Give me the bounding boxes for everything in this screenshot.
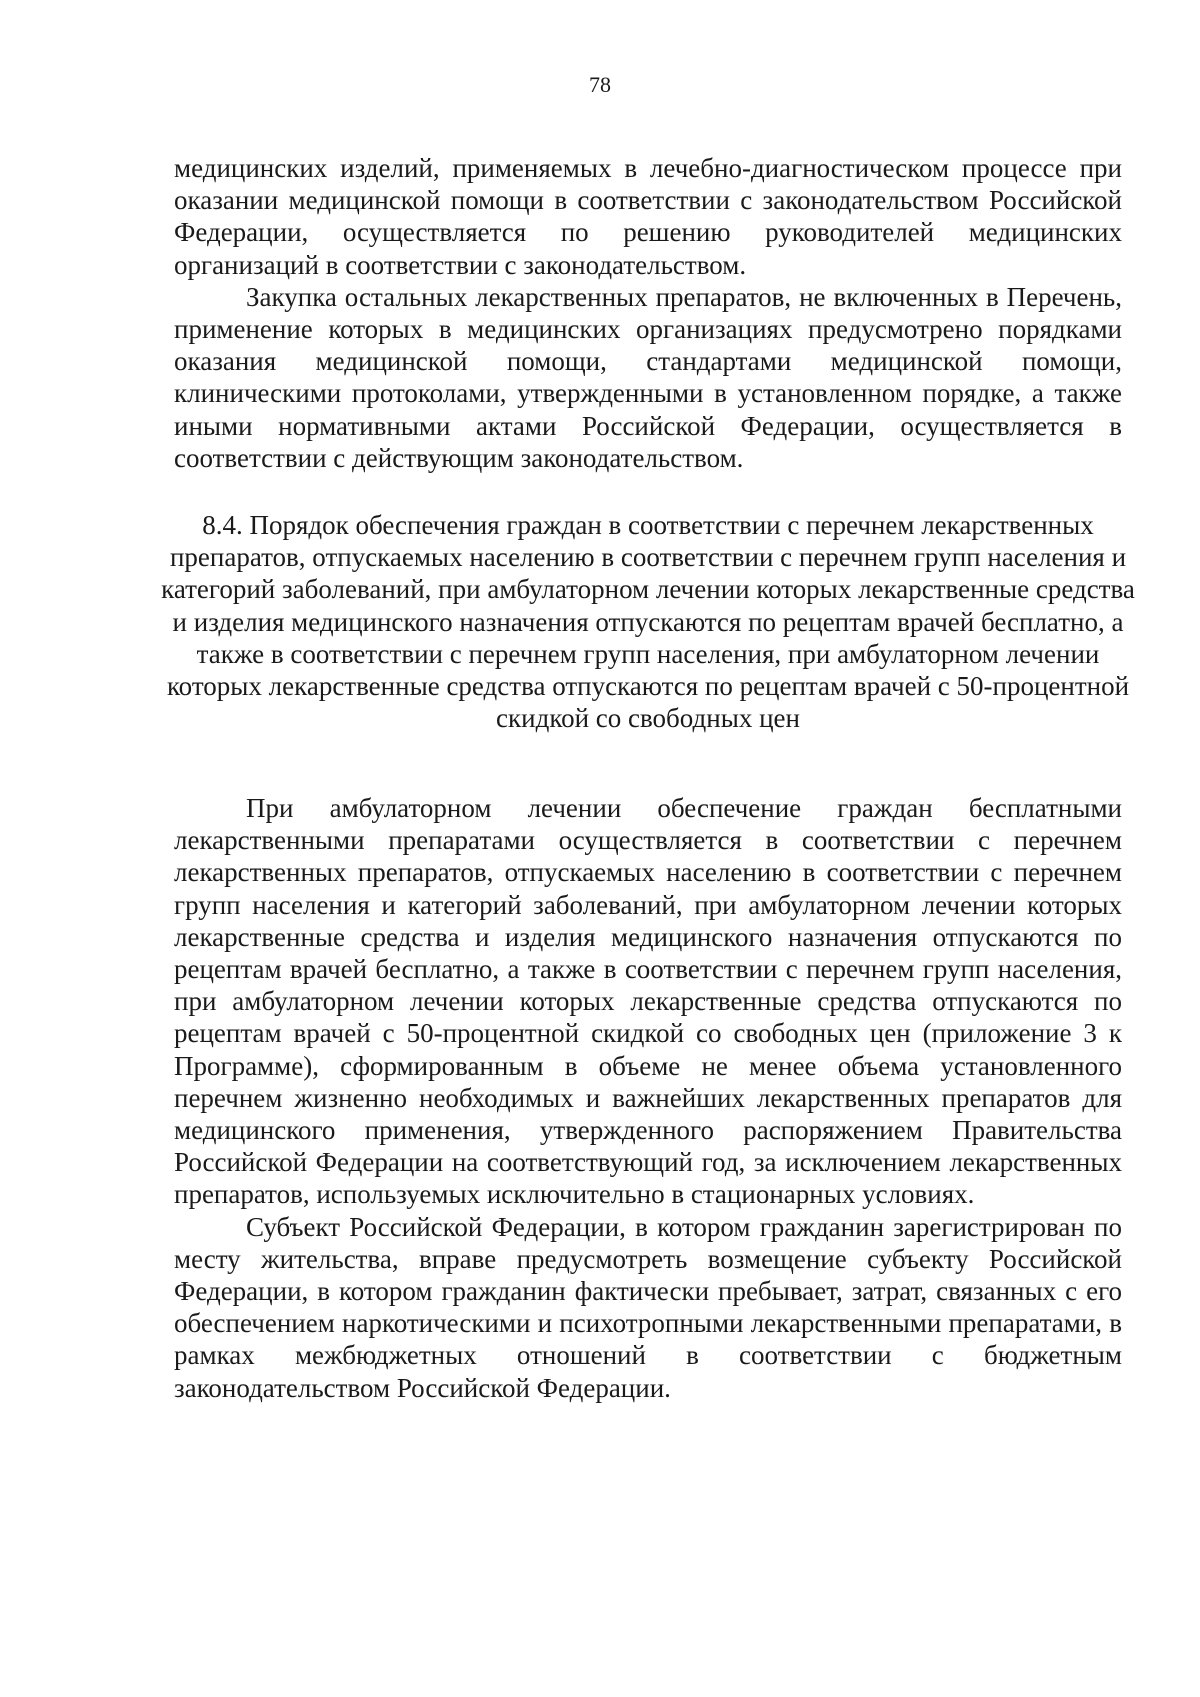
paragraph-compensation: Субъект Российской Федерации, в котором гражданин зарегистрирован по месту жительства, вправе предусмотреть возмещение субъекту Российской Федерации, в котором гражданин фактически пребывает, затрат, связанных с его обеспечением наркотическими и психотропными лекарственными препаратами, в рамках межбюджетных отношений в соответствии с бюджетным законодательством Российской Федерации. — [174, 1211, 1122, 1403]
section-heading: 8.4. Порядок обеспечения граждан в соответствии с перечнем лекарственных препаратов, отпускаемых населению в соответствии с перечнем групп населения и категорий заболеваний, при амбулаторном лечении которых лекарственные средства и изделия медицинского назначения отпускаются по рецептам врачей бесплатно, а также в соответствии с перечнем групп населения, при амбулаторном лечении которых лекарственные средства отпускаются по рецептам врачей с 50-процентной скидкой со свободных цен — [161, 510, 1135, 734]
text-block-1 — [174, 152, 1122, 474]
paragraph-continuation: медицинских изделий, применяемых в лечебно-диагностическом процессе при оказании медицинской помощи в соответствии с законодательством Российской Федерации, осуществляется по решению руководителей медицинских организаций в соответствии с законодательством. — [174, 153, 1122, 280]
text-block-2 — [174, 792, 1122, 1404]
page-number: 78 — [589, 72, 611, 97]
paragraph-ambulatory-provision: При амбулаторном лечении обеспечение граждан бесплатными лекарственными препаратами осуществляется в соответствии с перечнем лекарственных препаратов, отпускаемых населению в соответствии с перечнем групп населения и категорий заболеваний, при амбулаторном лечении которых лекарственные средства и изделия медицинского назначения отпускаются по рецептам врачей бесплатно, а также в соответствии с перечнем групп населения, при амбулаторном лечении которых лекарственные средства отпускаются по рецептам врачей с 50-процентной скидкой со свободных цен (приложение 3 к Программе), сформированным в объеме не менее объема установленного перечнем жизненно необходимых и важнейших лекарственных препаратов для медицинского применения, утвержденного распоряжением Правительства Российской Федерации на соответствующий год, за исключением лекарственных препаратов, используемых исключительно в стационарных условиях. — [174, 793, 1122, 1210]
paragraph-purchase: Закупка остальных лекарственных препаратов, не включенных в Перечень, применение которых в медицинских организациях предусмотрено порядками оказания медицинской помощи, стандартами медицинской помощи, клиническими протоколами, утвержденными в установленном порядке, а также иными нормативными актами Российской Федерации, осуществляется в соответствии с действующим законодательством. — [174, 281, 1122, 473]
